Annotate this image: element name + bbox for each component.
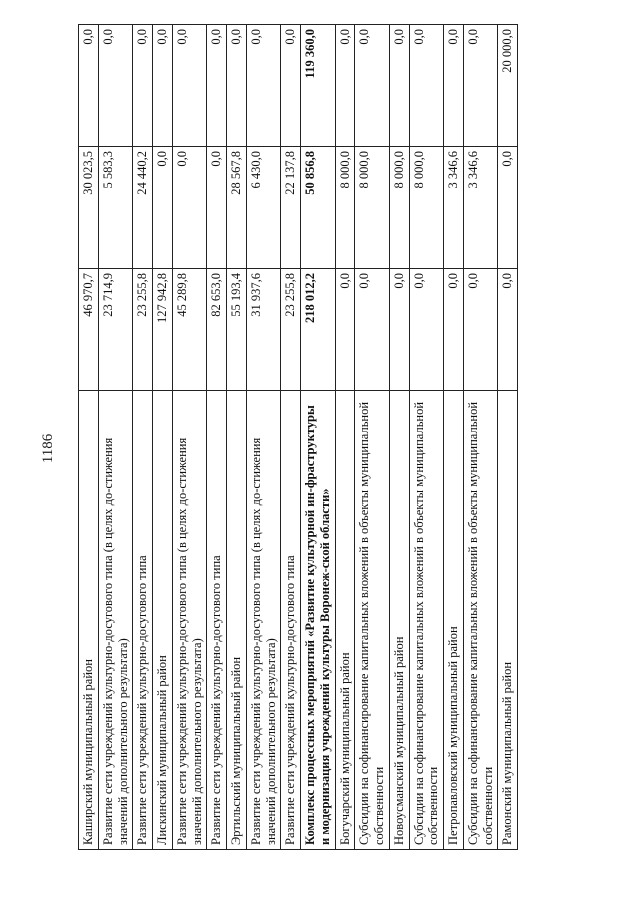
value-2024-cell: 82 653,0 — [207, 269, 227, 391]
value-2025-cell: 8 000,0 — [389, 147, 409, 269]
table-row — [246, 25, 281, 850]
table-row — [227, 25, 247, 850]
value-2024-cell: 218 012,2 — [301, 269, 336, 391]
value-2025-cell: 30 023,5 — [79, 147, 99, 269]
row-label-cell: Субсидии на софинансирование капитальных вложений в объекты муниципальной собственности — [463, 391, 498, 850]
value-2024-cell: 127 942,8 — [153, 269, 173, 391]
value-2024-cell: 23 255,8 — [133, 269, 153, 391]
table-row — [301, 25, 336, 850]
value-2024-cell: 0,0 — [444, 269, 464, 391]
value-2026-cell: 0,0 — [79, 25, 99, 147]
row-label-cell: Развитие сети учреждений культурно-досугового типа (в целях до-стижения значений дополнительного результата) — [98, 391, 133, 850]
value-2024-cell: 46 970,7 — [79, 269, 99, 391]
row-label-cell: Новоусманский муниципальный район — [389, 391, 409, 850]
value-2025-cell: 3 346,6 — [463, 147, 498, 269]
value-2026-cell: 0,0 — [98, 25, 133, 147]
table-row — [207, 25, 227, 850]
value-2026-cell: 0,0 — [246, 25, 281, 147]
value-2026-cell: 0,0 — [153, 25, 173, 147]
value-2024-cell: 0,0 — [463, 269, 498, 391]
row-label-cell: Развитие сети учреждений культурно-досугового типа — [133, 391, 153, 850]
value-2026-cell: 0,0 — [172, 25, 207, 147]
row-label-cell: Эртильский муниципальный район — [227, 391, 247, 850]
value-2026-cell: 0,0 — [389, 25, 409, 147]
value-2025-cell: 8 000,0 — [409, 147, 444, 269]
table-row — [355, 25, 390, 850]
page-number: 1186 — [40, 433, 57, 464]
value-2025-cell: 8 000,0 — [335, 147, 355, 269]
table-row — [463, 25, 498, 850]
value-2025-cell: 24 440,2 — [133, 147, 153, 269]
table-row — [281, 25, 301, 850]
value-2026-cell: 0,0 — [227, 25, 247, 147]
budget-table — [78, 24, 518, 850]
table-row — [172, 25, 207, 850]
row-label-cell: Субсидии на софинансирование капитальных вложений в объекты муниципальной собственности — [409, 391, 444, 850]
budget-table-body — [79, 25, 518, 850]
value-2025-cell: 28 567,8 — [227, 147, 247, 269]
value-2024-cell: 0,0 — [335, 269, 355, 391]
table-row — [153, 25, 173, 850]
row-label-cell: Богучарский муниципальный район — [335, 391, 355, 850]
table-row — [444, 25, 464, 850]
row-label-cell: Рамонский муниципальный район — [498, 391, 518, 850]
value-2024-cell: 0,0 — [498, 269, 518, 391]
rotated-table-area — [78, 29, 583, 850]
row-label-cell: Развитие сети учреждений культурно-досугового типа — [281, 391, 301, 850]
value-2026-cell: 0,0 — [335, 25, 355, 147]
row-label-cell: Субсидии на софинансирование капитальных вложений в объекты муниципальной собственности — [355, 391, 390, 850]
value-2025-cell: 6 430,0 — [246, 147, 281, 269]
table-rotator — [78, 29, 583, 850]
value-2026-cell: 0,0 — [409, 25, 444, 147]
value-2025-cell: 3 346,6 — [444, 147, 464, 269]
value-2025-cell: 5 583,3 — [98, 147, 133, 269]
table-row — [389, 25, 409, 850]
value-2026-cell: 119 360,0 — [301, 25, 336, 147]
value-2024-cell: 45 289,8 — [172, 269, 207, 391]
value-2025-cell: 0,0 — [498, 147, 518, 269]
table-row — [498, 25, 518, 850]
value-2025-cell: 50 856,8 — [301, 147, 336, 269]
value-2024-cell: 23 255,8 — [281, 269, 301, 391]
value-2025-cell: 0,0 — [207, 147, 227, 269]
value-2024-cell: 55 193,4 — [227, 269, 247, 391]
value-2026-cell: 0,0 — [281, 25, 301, 147]
table-row — [79, 25, 99, 850]
value-2024-cell: 0,0 — [389, 269, 409, 391]
row-label-cell: Каширский муниципальный район — [79, 391, 99, 850]
row-label-cell: Развитие сети учреждений культурно-досугового типа — [207, 391, 227, 850]
value-2025-cell: 22 137,8 — [281, 147, 301, 269]
value-2024-cell: 0,0 — [355, 269, 390, 391]
row-label-cell: Развитие сети учреждений культурно-досугового типа (в целях до-стижения значений дополнительного результата) — [172, 391, 207, 850]
row-label-cell: Развитие сети учреждений культурно-досугового типа (в целях до-стижения значений дополнительного результата) — [246, 391, 281, 850]
value-2024-cell: 23 714,9 — [98, 269, 133, 391]
row-label-cell: Петропавловский муниципальный район — [444, 391, 464, 850]
row-label-cell: Лискинский муниципальный район — [153, 391, 173, 850]
value-2025-cell: 8 000,0 — [355, 147, 390, 269]
table-row — [409, 25, 444, 850]
value-2025-cell: 0,0 — [153, 147, 173, 269]
table-row — [98, 25, 133, 850]
value-2026-cell: 20 000,0 — [498, 25, 518, 147]
value-2024-cell: 31 937,6 — [246, 269, 281, 391]
value-2026-cell: 0,0 — [463, 25, 498, 147]
value-2026-cell: 0,0 — [444, 25, 464, 147]
value-2025-cell: 0,0 — [172, 147, 207, 269]
value-2026-cell: 0,0 — [355, 25, 390, 147]
value-2026-cell: 0,0 — [133, 25, 153, 147]
value-2026-cell: 0,0 — [207, 25, 227, 147]
row-label-cell: Комплекс процессных мероприятий «Развитие культурной ин-фраструктуры и модернизация учреждений культуры Воронеж-ской области» — [301, 391, 336, 850]
table-row — [335, 25, 355, 850]
table-row — [133, 25, 153, 850]
value-2024-cell: 0,0 — [409, 269, 444, 391]
